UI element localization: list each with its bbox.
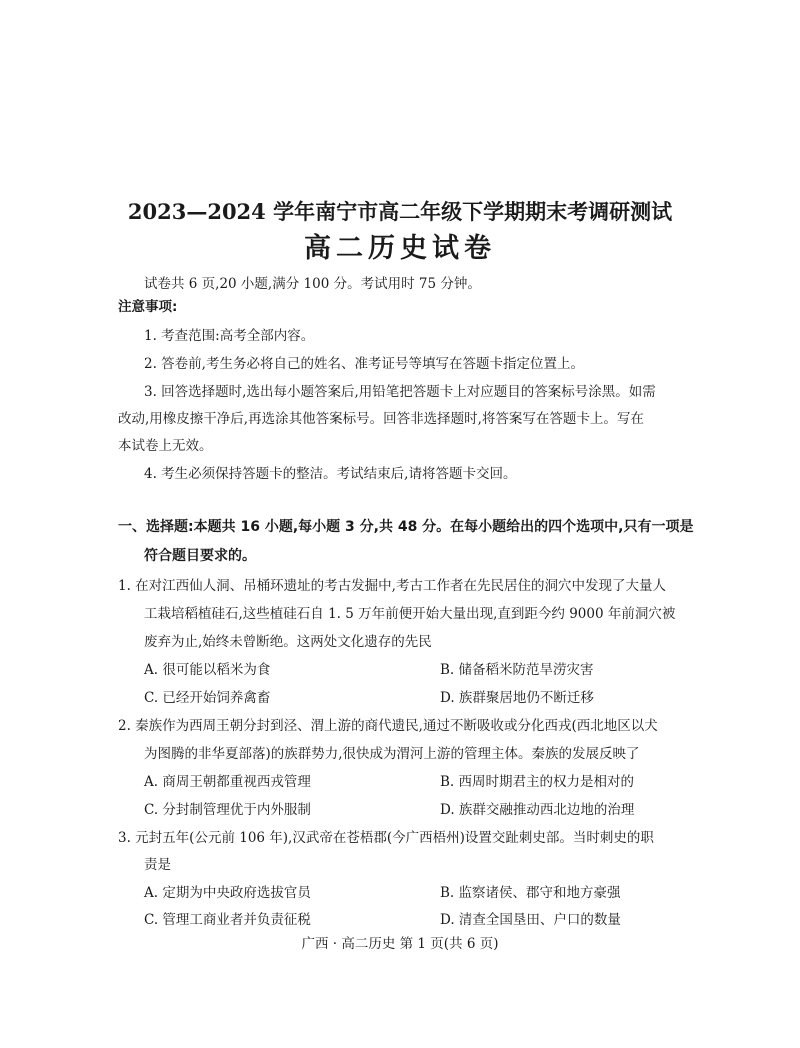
question-2-option-b: B. 西周时期君主的权力是相对的 xyxy=(440,774,635,790)
question-3-option-b: B. 监察诸侯、郡守和地方豪强 xyxy=(440,885,621,901)
question-1-line-3: 废弃为止,始终未曾断绝。这两处文化遗存的先民 xyxy=(144,634,432,650)
question-1-option-a: A. 很可能以稻米为食 xyxy=(144,662,271,678)
question-1-line-2: 工栽培稻植硅石,这些植硅石自 1. 5 万年前便开始大量出现,直到距今约 9000 年前洞穴被 xyxy=(144,606,676,622)
exam-subtitle: 高二历史试卷 xyxy=(304,233,496,264)
exam-title: 2023—2024 学年南宁市高二年级下学期期末考调研测试 xyxy=(127,199,673,224)
note-item-3-end: 本试卷上无效。 xyxy=(118,438,213,454)
question-3-option-a: A. 定期为中央政府选拔官员 xyxy=(144,885,311,901)
page-footer: 广西 · 高二历史 第 1 页(共 6 页) xyxy=(301,936,499,952)
question-1-option-d: D. 族群聚居地仍不断迁移 xyxy=(440,690,594,706)
note-item-3: 3. 回答选择题时,选出每小题答案后,用铅笔把答题卡上对应题目的答案标号涂黑。如需 xyxy=(144,384,656,400)
question-3-line-2: 责是 xyxy=(144,857,171,873)
section-heading: 一、选择题:本题共 16 小题,每小题 3 分,共 48 分。在每小题给出的四个选项中,只有一项是 xyxy=(118,519,694,535)
note-item-4: 4. 考生必须保持答题卡的整洁。考试结束后,请将答题卡交回。 xyxy=(144,466,517,482)
question-3-option-c: C. 管理工商业者并负责征税 xyxy=(144,912,311,928)
question-3-option-d: D. 清查全国垦田、户口的数量 xyxy=(440,912,621,928)
question-1-line-1: 1. 在对江西仙人洞、吊桶环遗址的考古发掘中,考古工作者在先民居住的洞穴中发现了大量人 xyxy=(118,578,666,594)
question-2-option-a: A. 商周王朝都重视西戎管理 xyxy=(144,774,311,790)
question-2-option-d: D. 族群交融推动西北边地的治理 xyxy=(440,802,635,818)
question-3-line-1: 3. 元封五年(公元前 106 年),汉武帝在苍梧郡(今广西梧州)设置交趾刺史部。当时刺史的职 xyxy=(118,830,654,846)
section-heading-cont: 符合题目要求的。 xyxy=(144,548,256,564)
note-item-2: 2. 答卷前,考生务必将自己的姓名、准考证号等填写在答题卡指定位置上。 xyxy=(144,356,584,372)
question-2-line-1: 2. 秦族作为西周王朝分封到泾、渭上游的商代遗民,通过不断吸收或分化西戎(西北地区以犬 xyxy=(118,718,658,734)
note-item-3-cont: 改动,用橡皮擦干净后,再选涂其他答案标号。回答非选择题时,将答案写在答题卡上。写在 xyxy=(118,411,644,427)
question-2-line-2: 为图腾的非华夏部落)的族群势力,很快成为渭河上游的管理主体。秦族的发展反映了 xyxy=(144,746,640,762)
question-1-option-b: B. 储备稻米防范旱涝灾害 xyxy=(440,662,594,678)
notes-heading: 注意事项: xyxy=(118,299,178,315)
question-1-option-c: C. 已经开始饲养禽畜 xyxy=(144,690,271,706)
exam-intro: 试卷共 6 页,20 小题,满分 100 分。考试用时 75 分钟。 xyxy=(144,276,481,292)
note-item-1: 1. 考查范围:高考全部内容。 xyxy=(144,328,315,344)
question-2-option-c: C. 分封制管理优于内外服制 xyxy=(144,802,311,818)
